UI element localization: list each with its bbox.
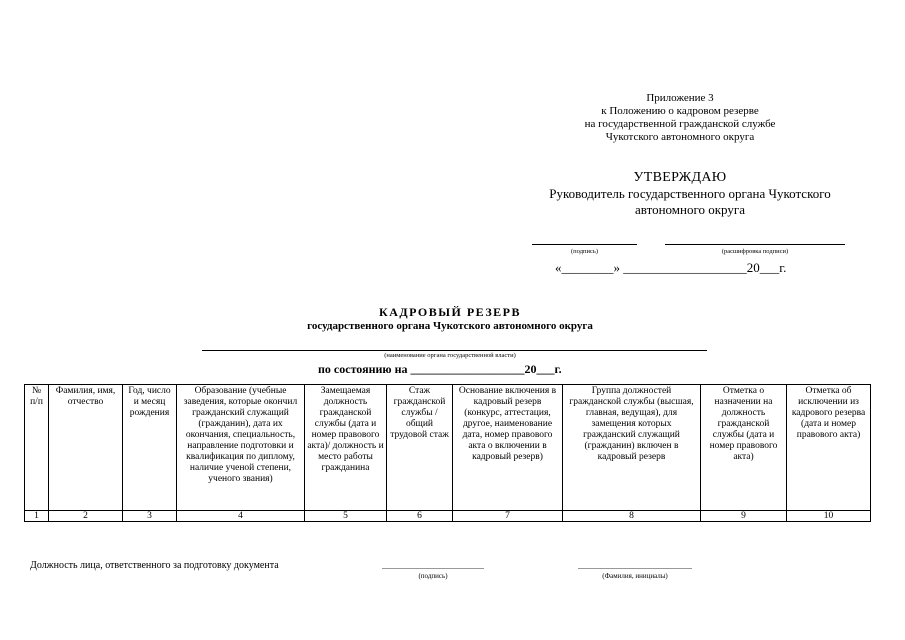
column-number-cell: 2 — [49, 511, 123, 522]
approve-title: УТВЕРЖДАЮ — [633, 170, 727, 185]
document-title: КАДРОВЫЙ РЕЗЕРВ — [379, 305, 521, 319]
footer-sign-line — [382, 568, 484, 569]
column-number-cell: 8 — [563, 511, 701, 522]
approve-decode-caption: (расшифровка подписи) — [721, 248, 789, 255]
column-number-cell: 5 — [305, 511, 387, 522]
footer-name-line — [578, 568, 692, 569]
org-name-caption: (наименование органа государственной власти) — [384, 352, 516, 359]
header-cell: Фамилия, имя, отчество — [49, 385, 123, 511]
header-cell: Отметка об исключении из кадрового резерва (дата и номер правового акта) — [787, 385, 871, 511]
approve-date: «________» ___________________20___г. — [555, 260, 787, 275]
header-cell: Отметка о назначении на должность гражданской службы (дата и номер правового акта) — [701, 385, 787, 511]
footer-sign-caption: (подпись) — [418, 572, 448, 580]
header-cell: Стаж гражданской службы / общий трудовой стаж — [387, 385, 453, 511]
header-cell: Год, число и месяц рождения — [123, 385, 177, 511]
approve-sign-line — [532, 244, 637, 245]
column-number-cell: 6 — [387, 511, 453, 522]
header-cell: № п/п — [25, 385, 49, 511]
reserve-table — [24, 384, 871, 522]
header-cell: Основание включения в кадровый резерв (конкурс, аттестация, другое, наименование дата, номер правового акта о включении в кадровый резерв) — [453, 385, 563, 511]
appendix-line-3: на государственной гражданской службе — [584, 118, 776, 130]
appendix-line-2: к Положению о кадровом резерве — [601, 105, 759, 117]
column-number-cell: 9 — [701, 511, 787, 522]
column-number-cell: 3 — [123, 511, 177, 522]
column-number-cell: 1 — [25, 511, 49, 522]
column-number-cell: 4 — [177, 511, 305, 522]
appendix-header — [560, 92, 800, 144]
approve-decode-line — [665, 244, 845, 245]
header-cell: Замещаемая должность гражданской службы (дата и номер правового акта)/ должность и место работы гражданина — [305, 385, 387, 511]
appendix-line-1: Приложение 3 — [646, 92, 714, 104]
as-of-date: по состоянию на ___________________20___г. — [318, 362, 562, 376]
column-number-cell: 10 — [787, 511, 871, 522]
approve-head — [500, 186, 880, 218]
document-subtitle: государственного органа Чукотского автономного округа — [307, 320, 593, 332]
column-number-cell: 7 — [453, 511, 563, 522]
table-header-row — [25, 385, 871, 511]
responsible-person-label: Должность лица, ответственного за подготовку документа — [30, 560, 279, 571]
approve-line-1: Руководитель государственного органа Чукотского — [549, 186, 831, 201]
table-number-row — [25, 511, 871, 522]
approve-sign-caption: (подпись) — [571, 248, 598, 255]
appendix-line-4: Чукотского автономного округа — [605, 131, 755, 143]
header-cell: Образование (учебные заведения, которые окончил гражданский служащий (гражданин), дата их окончания, специальность, направление подготовки и квалификация по диплому, наличие ученой степени, ученого звания) — [177, 385, 305, 511]
approve-line-2: автономного округа — [635, 202, 745, 217]
footer-name-caption: (Фамилия, инициалы) — [602, 572, 668, 580]
header-cell: Группа должностей гражданской службы (высшая, главная, ведущая), для замещения которых гражданский служащий (гражданин) включен в кадровый резерв — [563, 385, 701, 511]
org-name-line — [202, 350, 707, 351]
